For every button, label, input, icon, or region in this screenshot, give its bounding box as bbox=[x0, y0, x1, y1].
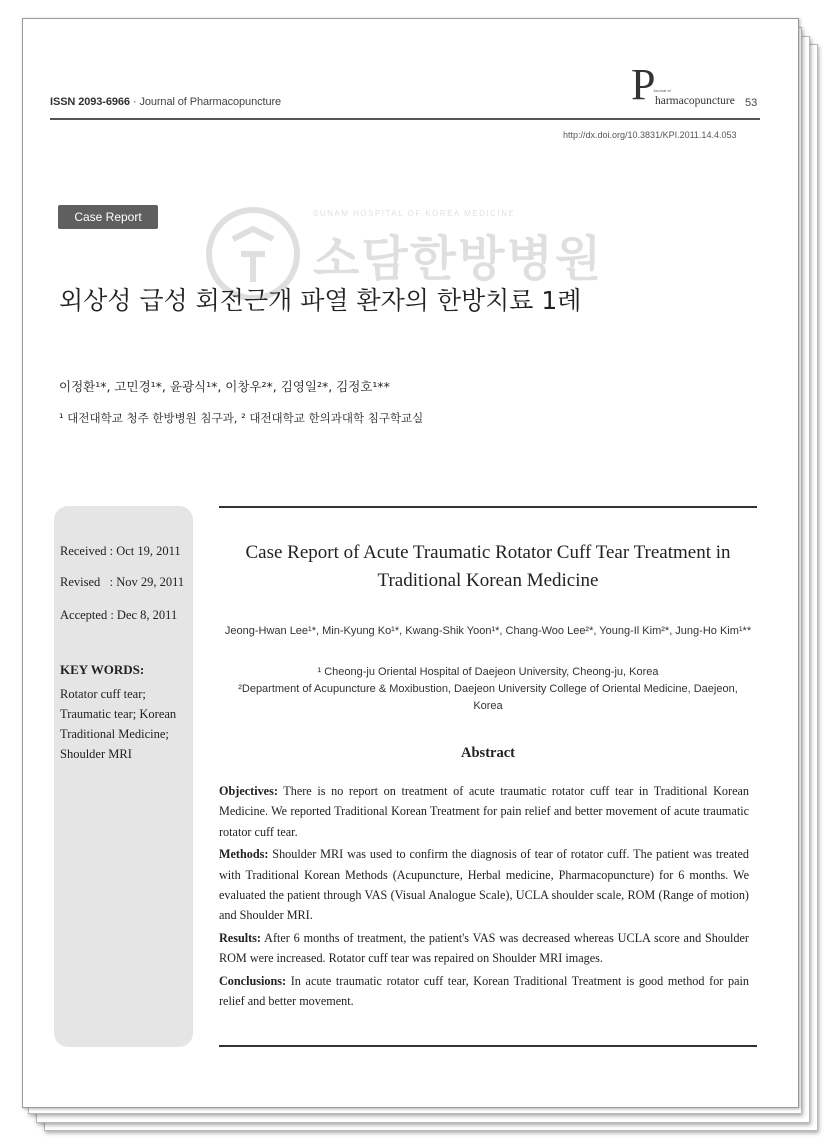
abstract-body bbox=[219, 781, 749, 1014]
english-title-line-1: Case Report of Acute Traumatic Rotator Cuff Tear Treatment in bbox=[245, 542, 731, 563]
doi-link[interactable]: http://dx.doi.org/10.3831/KPI.2011.14.4.053 bbox=[563, 130, 737, 140]
english-title bbox=[219, 539, 757, 595]
journal-logo bbox=[623, 55, 763, 115]
objectives-text: There is no report on treatment of acute traumatic rotator cuff tear in Traditional Korean Medicine. We reported Traditional Korean Treatment for pain relief and better movement of acute traumatic rotator cuff tear. bbox=[219, 784, 749, 839]
results-text: After 6 months of treatment, the patient's VAS was decreased whereas UCLA score and Shoulder ROM were increased. Rotator cuff tear was repaired on Shoulder MRI images. bbox=[219, 931, 749, 966]
korean-authors: 이정환¹*, 고민경¹*, 윤광식¹*, 이창우²*, 김영일²*, 김정호¹** bbox=[59, 379, 390, 394]
logo-small-text: Journal of bbox=[653, 88, 671, 93]
abstract-methods bbox=[219, 844, 749, 925]
abstract-results bbox=[219, 928, 749, 969]
abstract-conclusions bbox=[219, 971, 749, 1012]
issn-separator: · bbox=[132, 96, 140, 108]
article-info-sidebar bbox=[54, 506, 193, 1047]
watermark-caption: SUNAM HOSPITAL OF KOREA MEDICINE bbox=[313, 209, 516, 218]
methods-label: Methods: bbox=[219, 847, 269, 862]
revised-date: Revised : Nov 29, 2011 bbox=[60, 575, 185, 589]
keyword-item: Traumatic tear; Korean bbox=[60, 707, 177, 721]
title-top-rule bbox=[219, 506, 757, 508]
affiliation-2-continued: Korea bbox=[473, 700, 503, 712]
logo-word: harmacopuncture bbox=[655, 95, 735, 107]
abstract-bottom-rule bbox=[219, 1045, 757, 1047]
affiliation-2: ²Department of Acupuncture & Moxibustion, Daejeon University College of Oriental Medicine, Daejeon, bbox=[238, 683, 738, 695]
english-authors: Jeong-Hwan Lee¹*, Min-Kyung Ko¹*, Kwang-Shik Yoon¹*, Chang-Woo Lee²*, Young-Il Kim²*, Jung-Ho Kim¹** bbox=[224, 625, 752, 637]
keywords-heading: KEY WORDS: bbox=[60, 662, 145, 677]
journal-name: Journal of Pharmacopuncture bbox=[139, 96, 282, 108]
english-affiliations bbox=[219, 664, 757, 715]
affiliation-1: ¹ Cheong-ju Oriental Hospital of Daejeon University, Cheong-ju, Korea bbox=[317, 666, 659, 678]
keyword-item: Shoulder MRI bbox=[60, 747, 132, 761]
article-type-badge: Case Report bbox=[58, 205, 158, 229]
methods-text: Shoulder MRI was used to confirm the diagnosis of tear of rotator cuff. The patient was treated with Traditional Korean Methods (Acupuncture, Herbal medicine, Pharmacopuncture) for 6 months. We evaluated the patient through VAS (Visual Analogue Scale), UCLA shoulder scale, ROM (Range of motion) and Shoulder MRI. bbox=[219, 847, 749, 923]
logo-letter: P bbox=[631, 60, 656, 109]
keyword-item: Traditional Medicine; bbox=[60, 727, 169, 741]
received-date: Received : Oct 19, 2011 bbox=[60, 544, 181, 558]
paper-page bbox=[22, 18, 799, 1108]
conclusions-text: In acute traumatic rotator cuff tear, Korean Traditional Treatment is good method for pain relief and better movement. bbox=[219, 974, 749, 1009]
accepted-date: Accepted : Dec 8, 2011 bbox=[60, 608, 178, 622]
watermark-name: 소담한방병원 bbox=[313, 231, 604, 287]
issn-number: ISSN 2093-6966 bbox=[50, 96, 130, 108]
korean-title: 외상성 급성 회전근개 파열 환자의 한방치료 1례 bbox=[59, 286, 582, 315]
objectives-label: Objectives: bbox=[219, 784, 278, 798]
page-number: 53 bbox=[745, 97, 758, 109]
abstract-objectives bbox=[219, 781, 749, 842]
journal-issn-line bbox=[50, 96, 281, 108]
korean-affiliations: ¹ 대전대학교 청주 한방병원 침구과, ² 대전대학교 한의과대학 침구학교실 bbox=[59, 411, 424, 425]
english-title-line-2: Traditional Korean Medicine bbox=[377, 570, 599, 591]
conclusions-label: Conclusions: bbox=[219, 974, 287, 989]
abstract-heading: Abstract bbox=[461, 745, 515, 761]
keywords-list bbox=[60, 684, 176, 764]
header-divider bbox=[50, 118, 760, 120]
results-label: Results: bbox=[219, 931, 261, 946]
keyword-item: Rotator cuff tear; bbox=[60, 687, 146, 701]
